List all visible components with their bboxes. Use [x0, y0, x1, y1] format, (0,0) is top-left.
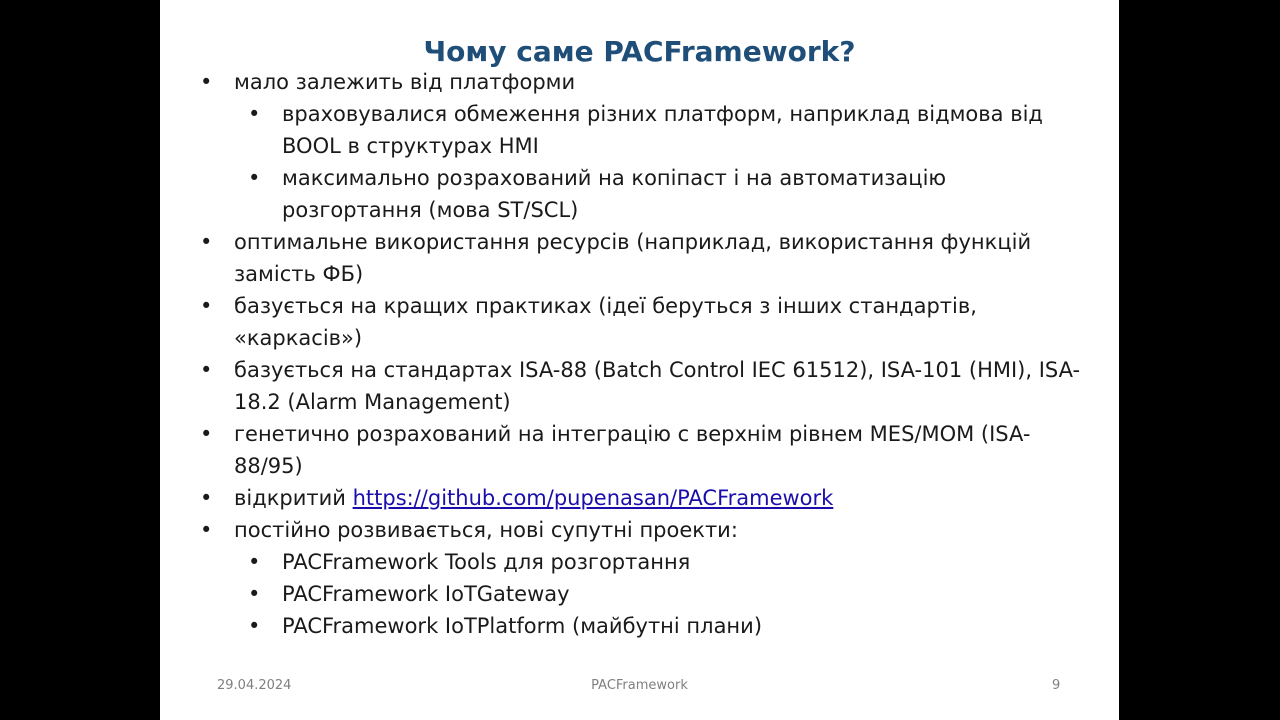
- bullet-marker: •: [200, 294, 213, 318]
- bullet-marker: •: [248, 550, 261, 574]
- bullet-item: [200, 418, 1090, 482]
- bullet-item: [200, 354, 1090, 418]
- bullet-text: PACFramework Tools для розгортання: [282, 550, 691, 574]
- bullet-marker: •: [248, 614, 261, 638]
- bullet-marker: •: [248, 582, 261, 606]
- bullet-marker: •: [200, 70, 213, 94]
- page-number: 9: [1052, 678, 1061, 693]
- bullet-item: [200, 226, 1090, 290]
- bullet-marker: •: [200, 518, 213, 542]
- footer-title: PACFramework: [591, 678, 688, 693]
- bullet-item: [200, 98, 1090, 162]
- bullet-text: мало залежить від платформи: [234, 70, 576, 94]
- bullet-text: відкритий: [234, 486, 353, 510]
- bullet-marker: •: [248, 166, 261, 190]
- footer-date: 29.04.2024: [217, 678, 292, 693]
- bullet-text: генетично розрахований на інтеграцію с верхнім рівнем MES/MOM (ISA-88/95): [234, 422, 1031, 478]
- slide-title: Чому саме PACFramework?: [423, 35, 856, 68]
- bullet-item: [200, 290, 1090, 354]
- bullet-text: враховувалися обмеження різних платформ, наприклад відмова від BOOL в структурах HMI: [282, 102, 1043, 158]
- bullet-item: [200, 546, 1090, 578]
- bullet-marker: •: [200, 422, 213, 446]
- bullet-item: [200, 578, 1090, 610]
- bullet-marker: •: [248, 102, 261, 126]
- bullet-text: оптимальне використання ресурсів (наприклад, використання функцій замість ФБ): [234, 230, 1032, 286]
- slide: [160, 0, 1119, 720]
- bullet-item: [200, 66, 1090, 98]
- bullet-text: базується на стандартах ISA-88 (Batch Control IEC 61512), ISA-101 (HMI), ISA-18.2 (Alarm Management): [234, 358, 1081, 414]
- bullet-text: максимально розрахований на копіпаст і на автоматизацію розгортання (мова ST/SCL): [282, 166, 947, 222]
- bullet-marker: •: [200, 230, 213, 254]
- bullet-item: [200, 514, 1090, 546]
- bullet-item: [200, 610, 1090, 642]
- bullet-list: [200, 66, 1090, 642]
- bullet-marker: •: [200, 358, 213, 382]
- bullet-item: [200, 482, 1090, 514]
- bullet-text: базується на кращих практиках (ідеї беруться з інших стандартів, «каркасів»): [234, 294, 977, 350]
- bullet-marker: •: [200, 486, 213, 510]
- bullet-text: PACFramework IoTPlatform (майбутні плани): [282, 614, 763, 638]
- bullet-text: постійно розвивається, нові супутні проекти:: [234, 518, 738, 542]
- github-link[interactable]: https://github.com/pupenasan/PACFramework: [352, 486, 834, 510]
- bullet-text: PACFramework IoTGateway: [282, 582, 570, 606]
- bullet-item: [200, 162, 1090, 226]
